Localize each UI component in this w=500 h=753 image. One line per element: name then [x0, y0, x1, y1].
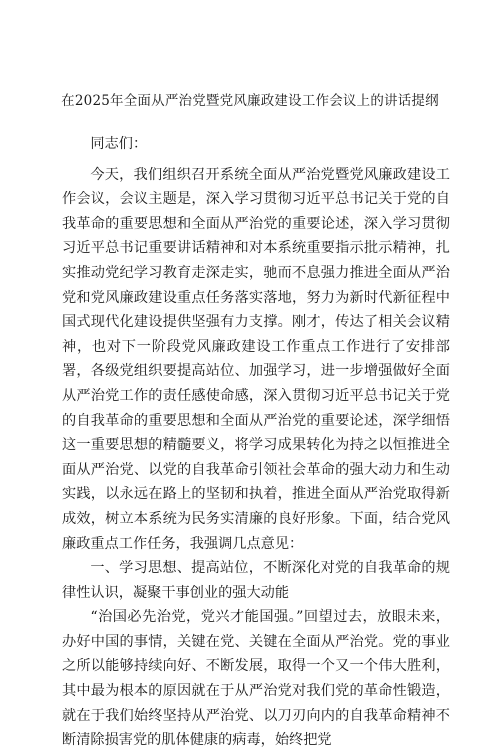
- paragraph-section-1: “治国必先治党，党兴才能国强。”回望过去，放眼未来，办好中国的事情，关键在党、关键在全面从严治党。党的事业之所以能够持续向好、不断发展，取得一个又一个伟大胜利，其中最为根本的原因就在于从严治党对我们党的革命性锻造，就在于我们始终坚持从严治党、以刀刃向内的自我革命精神不断清除损害党的肌体健康的病毒，始终把党: [62, 609, 450, 749]
- document-title: 在2025年全面从严治党暨党风廉政建设工作会议上的讲话提纲: [61, 93, 439, 109]
- salutation: 同志们：: [90, 136, 148, 152]
- paragraph-opening: 今天，我们组织召开系统全面从严治党暨党风廉政建设工作会议，会议主题是，深入学习贯彻习近平总书记关于党的自我革命的重要思想和全面从严治党的重要论述，深入学习贯彻习近平总书记重要讲话精神和对本系统重要指示批示精神，扎实推动党纪学习教育走深走实，驰而不息强力推进全面从严治党和党风廉政建设重点任务落实落地，努力为新时代新征程中国式现代化建设提供坚强有力支撑。刚才，传达了相关会议精神，也对下一阶段党风廉政建设工作重点工作进行了安排部署，各级党组织要提高站位、加强学习，进一步增强做好全面从严治党工作的责任感使命感，深入贯彻习近平总书记关于党的自我革命的重要思想和全面从严治党的重要论述，深学细悟这一重要思想的精髓要义，将学习成果转化为持之以恒推进全面从严治党、以党的自我革命引领社会革命的强大动力和生动实践，以永远在路上的坚韧和执着，推进全面从严治党取得新成效，树立本系统为民务实清廉的良好形象。下面，结合党风廉政重点工作任务，我强调几点意见：: [62, 166, 450, 552]
- document-body: [62, 132, 450, 753]
- section-heading-1: 一、学习思想、提高站位，不断深化对党的自我革命的规律性认识，凝聚干事创业的强大动能: [62, 560, 450, 601]
